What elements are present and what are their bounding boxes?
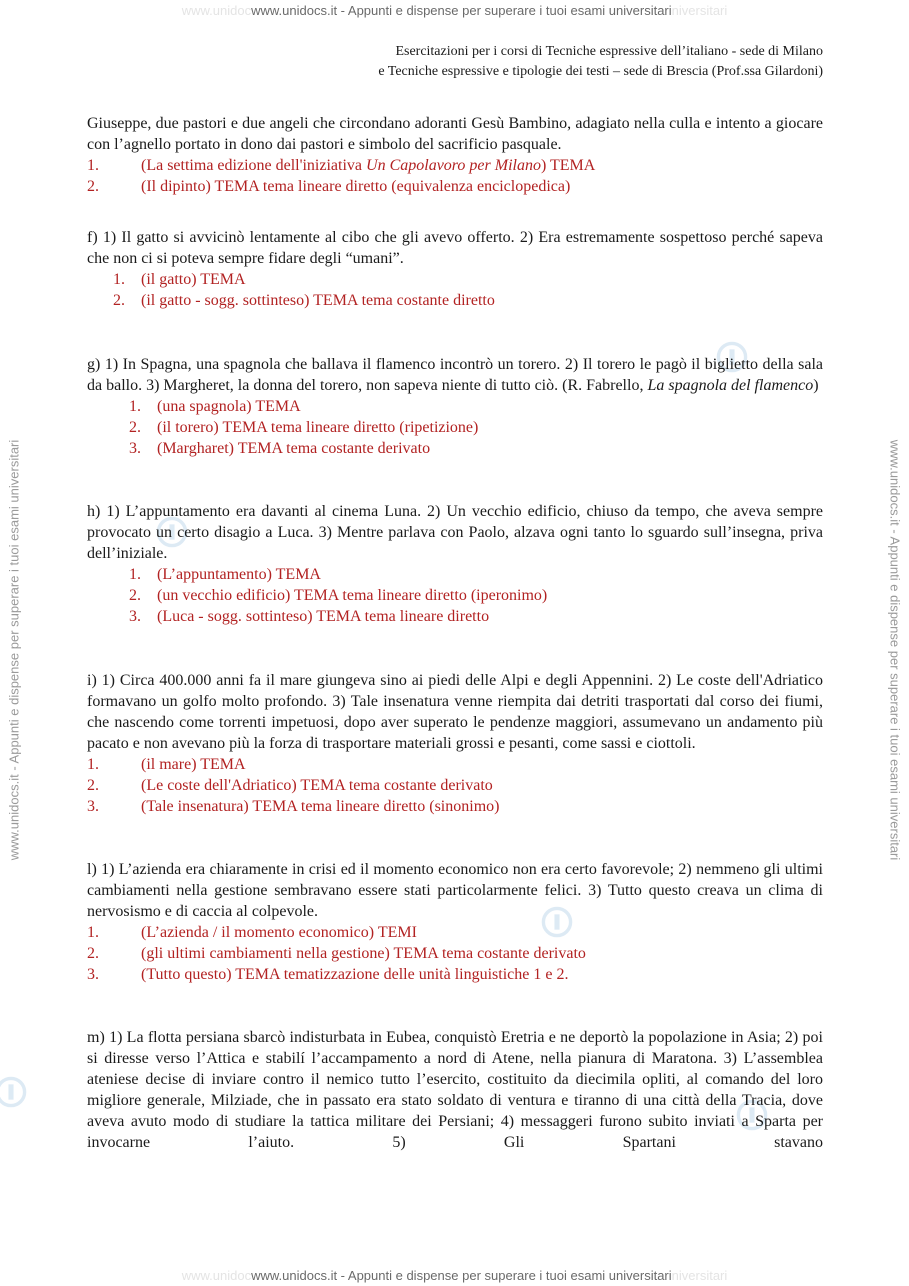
watermark-bottom: www.unidocwww.unidocs.it - Appunti e dispense per superare i tuoi esami universitariniversitari <box>181 1268 728 1283</box>
answer-list <box>87 754 823 817</box>
exercise-block-f <box>87 227 823 311</box>
exercise-block-m <box>87 1027 823 1153</box>
exercise-block-i <box>87 670 823 817</box>
answer-item: 3. (Tale insenatura) TEMA tema lineare diretto (sinonimo) <box>87 798 500 815</box>
answer-item: 3. (Margharet) TEMA tema costante derivato <box>129 440 431 457</box>
exercise-text: m) 1) La flotta persiana sbarcò indisturbata in Eubea, conquistò Eretria e ne deportò la popolazione in Asia; 2) poi si diresse verso l’Attica e stabilí l’accampamento a nord di Atene, nella pianura di Maratona. 3) L’assemblea ateniese decise di inviare contro il nemico tutto l’esercito, costituito da diecimila opliti, al comando del loro migliore generale, Milziade, che in passato era stato soldato di ventura e tiranno di una città della Tracia, dove aveva avuto modo di studiare la tattica militare dei Persiani; 4) messaggeri furono subito inviati a Sparta per invocarne l’aiuto. 5) Gli Spartani stavano <box>87 1029 823 1151</box>
answer-list <box>87 155 823 197</box>
watermark-right: www.unidocs.it - Appunti e dispense per superare i tuoi esami universitari <box>887 439 903 861</box>
answer-item: 3. (Luca - sogg. sottinteso) TEMA tema lineare diretto <box>129 608 490 625</box>
document-body <box>87 113 823 1153</box>
exercise-text: Giuseppe, due pastori e due angeli che circondano adoranti Gesù Bambino, adagiato nella culla e intento a giocare con l’agnello portato in dono dai pastori e simbolo del sacrificio pasquale. <box>87 115 823 153</box>
answer-list <box>87 269 823 311</box>
answer-item: 2. (Le coste dell'Adriatico) TEMA tema costante derivato <box>87 777 493 794</box>
header-line-1: Esercitazioni per i corsi di Tecniche espressive dell’italiano - sede di Milano <box>395 44 823 59</box>
answer-item: 2. (il gatto - sogg. sottinteso) TEMA tema costante diretto <box>113 292 495 309</box>
answer-list <box>87 564 823 627</box>
exercise-block-l <box>87 859 823 985</box>
answer-item: 2. (Il dipinto) TEMA tema lineare diretto (equivalenza enciclopedica) <box>87 178 571 195</box>
watermark-logo-icon <box>0 1075 28 1109</box>
watermark-top: www.unidocwww.unidocs.it - Appunti e dispense per superare i tuoi esami universitariniversitari <box>181 3 728 18</box>
answer-item: 1. (La settima edizione dell'iniziativa Un Capolavoro per Milano) TEMA <box>87 157 596 174</box>
answer-item: 1. (L’azienda / il momento economico) TEMI <box>87 924 417 941</box>
exercise-text: f) 1) Il gatto si avvicinò lentamente al cibo che gli avevo offerto. 2) Era estremamente sospettoso perché sapeva che non ci si poteva sempre fidare degli “umani”. <box>87 229 823 267</box>
document-header <box>378 42 823 82</box>
exercise-text: h) 1) L’appuntamento era davanti al cinema Luna. 2) Un vecchio edificio, chiuso da tempo, che aveva sempre provocato un certo disagio a Luca. 3) Mentre parlava con Paolo, alzava ogni tanto lo sguardo sull’insegna, priva dell’iniziale. <box>87 503 823 562</box>
answer-list <box>87 396 823 459</box>
header-line-2: e Tecniche espressive e tipologie dei testi – sede di Brescia (Prof.ssa Gilardoni) <box>378 64 823 79</box>
answer-item: 2. (il torero) TEMA tema lineare diretto (ripetizione) <box>129 419 479 436</box>
exercise-block-h <box>87 501 823 627</box>
exercise-text: g) 1) In Spagna, una spagnola che ballava il flamenco incontrò un torero. 2) Il torero le pagò il biglietto della sala da ballo. 3) Margheret, la donna del torero, non sapeva niente di tutto ciò. (R. Fabrello, La spagnola del flamenco) <box>87 356 823 394</box>
answer-item: 3. (Tutto questo) TEMA tematizzazione delle unità linguistiche 1 e 2. <box>87 966 569 983</box>
exercise-text: l) 1) L’azienda era chiaramente in crisi ed il momento economico non era certo favorevole; 2) nemmeno gli ultimi cambiamenti nella gestione sembravano essere stati particolarmente felici. 3) Tutto questo creava un clima di nervosismo e di caccia al colpevole. <box>87 861 823 920</box>
answer-item: 1. (il mare) TEMA <box>87 756 246 773</box>
answer-item: 1. (il gatto) TEMA <box>113 271 246 288</box>
exercise-text: i) 1) Circa 400.000 anni fa il mare giungeva sino ai piedi delle Alpi e degli Appennini. 2) Le coste dell'Adriatico formavano un golfo molto profondo. 3) Tale insenatura venne riempita dai detriti trasportati dal corso dei fiumi, che nascendo come torrenti impetuosi, dopo aver superato le pendenze maggiori, assumevano un andamento più pacato e non avevano più la forza di trasportare materiali grossi e pesanti, come sassi e ciottoli. <box>87 672 823 752</box>
exercise-block-g <box>87 354 823 459</box>
answer-item: 2. (gli ultimi cambiamenti nella gestione) TEMA tema costante derivato <box>87 945 586 962</box>
exercise-block-continuation <box>87 113 823 197</box>
answer-item: 2. (un vecchio edificio) TEMA tema lineare diretto (iperonimo) <box>129 587 548 604</box>
watermark-left: www.unidocs.it - Appunti e dispense per superare i tuoi esami universitari <box>6 439 22 861</box>
answer-list <box>87 922 823 985</box>
answer-item: 1. (L’appuntamento) TEMA <box>129 566 321 583</box>
answer-item: 1. (una spagnola) TEMA <box>129 398 301 415</box>
